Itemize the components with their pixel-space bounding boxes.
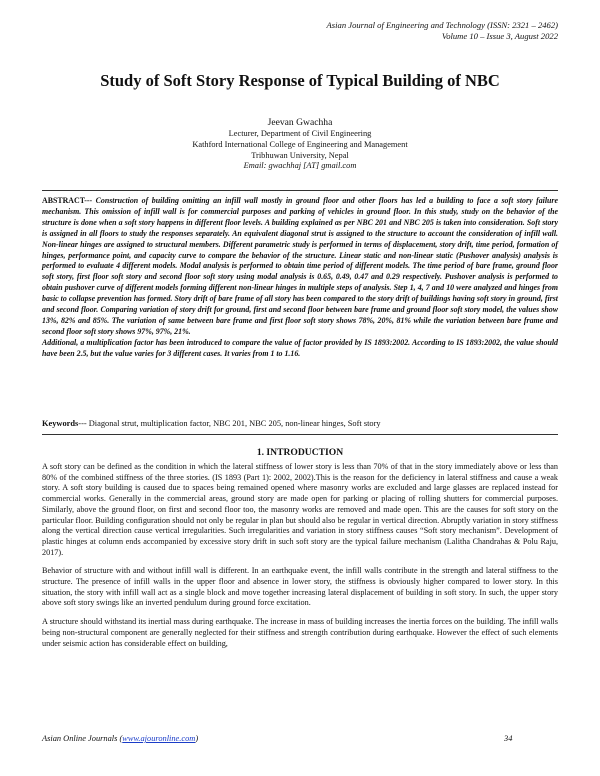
divider-top [42, 190, 558, 191]
page-number: 34 [504, 734, 513, 743]
abstract-text-1: Construction of building omitting an infill wall mostly in ground floor and other floors has led a building to face a soft story failure mechanism. This omission of infill wall is for commercial purposes and parking of vehicles in ground floor. In this study, study on the behavior of the structure is done when a soft story happens in different floor levels. A building explained as per NBC 201 and NBC 205 is taken into consideration. Soft story is assigned in all floors to study the responses separately. An equivalent diagonal strut is assigned to the structure to account the consideration of infill wall. Non-linear hinges are assigned to structural members. Different parametric study is performed in terms of displacement, story drift, time period, formation of hinges, performance point, and capacity curve to compare the behavior of the structure. Linear static and non-linear static (Pushover analysis) analysis is performed to evaluate 4 different models. Modal analysis is performed to obtain time period of different models. The time period of bare frame, ground floor soft story, first floor soft story and second floor soft story using modal analysis is 0.65, 0.49, 0.47 and 0.29 respectively. Pushover analysis is performed to obtain pushover curve of different models forming different non-linear hinges in multiple steps of analysis. Step 1, 4, 7 and 10 were analyzed and hinges from basic to collapse prevention has formed. Story drift of bare frame of all story has been compared to the story drift of buildings having soft story in ground, first and second floor. Comparing variation of story drift for ground, first and second floor between bare frame and ground floor soft story model, the values show 13%, 82% and 85%. The variation of same between bare frame and first floor soft story shows 78%, 20%, 81% while the variation between bare frame and second floor soft story shows 97%, 97%, 21%. [42, 196, 558, 336]
divider-bottom [42, 434, 558, 435]
abstract-label: ABSTRACT--- [42, 196, 93, 205]
author-block [0, 116, 600, 172]
abstract [42, 196, 558, 360]
publisher-link[interactable]: www.ajouronline.com [122, 734, 196, 743]
paper-title: Study of Soft Story Response of Typical Building of NBC [100, 71, 500, 90]
keywords-label: Keywords [42, 419, 79, 428]
body-paragraph: A soft story can be defined as the condition in which the lateral stiffness of lower story is less than 70% of that in the story immediately above or less than 80% of the combined stiffness of the three stories. (IS 1893 (Part 1): 2002, 2002).This is the reason for the deficiency in lateral stiffness and cause a weak story. A soft story building is caused due to spaces being remained opened where masonry works are excluded and large glasses are replaced instead for commercial works. Generally in the commercial areas, ground story are made open for parking or placing of rolling shutters for commercial purposes. Similarly, above the ground floor, on first and second floor too, the masonry works are removed and made open. This are the causes for soft story on the particular floor. Building configuration should not only be regular in plan but should also be regular in vertical direction. Abruptly variation in story stiffness along the vertical direction cause vertical irregularities. Such irregularities and variation in story stiffness causes “Soft story mechanism”. Development of plastic hinges at column ends accompanied by excessive story drift in such soft story are the typical failure mechanism (Lalitha Chandrahas & Polu Raju, 2017). [42, 462, 558, 557]
section-heading-introduction: 1. INTRODUCTION [256, 447, 344, 458]
body-paragraph: A structure should withstand its inertial mass during earthquake. The increase in mass of building increases the inertia forces on the building. The infill walls being non-structural component are generally neglected for their stiffness and strength contribution during earthquake. However the effect of such elements under seismic action has considerable effect on building, [42, 617, 558, 648]
journal-volume: Volume 10 – Issue 3, August 2022 [441, 31, 558, 41]
page-footer [42, 734, 558, 743]
body-paragraph: Behavior of structure with and without infill wall is different. In an earthquake event, the infill walls contribute in the strength and lateral stiffness to the structure. The presence of infill walls in the upper floor and absence in lower story, the stiffness is obviously higher compared to lower story. In this situation, the story with infill wall act as a single block and move together increasing lateral displacement of building in soft story. In such, the upper story above soft story swings like an inverted pendulum during ground force excitation. [42, 566, 558, 608]
footer-publisher: Asian Online Journals (www.ajouronline.com) [42, 734, 199, 743]
abstract-paragraph-1 [42, 196, 558, 338]
abstract-paragraph-2: Additional, a multiplication factor has been introduced to compare the value of factor provided by IS 1893:2002. According to IS 1893:2002, the value should have been 2.5, but the value varies for 3 different cases. It varies from 1 to 1.16. [42, 337, 558, 358]
author-email: Email: gwachhaj [AT] gmail.com [243, 161, 357, 171]
keywords [42, 418, 558, 429]
author-name: Jeevan Gwachha [267, 117, 333, 128]
author-university: Tribhuwan University, Nepal [251, 150, 349, 160]
author-college: Kathford International College of Engineering and Management [192, 139, 408, 149]
introduction-body [42, 462, 558, 657]
keywords-text: --- Diagonal strut, multiplication factor, NBC 201, NBC 205, non-linear hinges, Soft story [78, 419, 381, 428]
journal-header [327, 20, 558, 42]
journal-name: Asian Journal of Engineering and Technology (ISSN: 2321 – 2462) [326, 20, 558, 30]
author-position: Lecturer, Department of Civil Engineering [228, 129, 372, 138]
